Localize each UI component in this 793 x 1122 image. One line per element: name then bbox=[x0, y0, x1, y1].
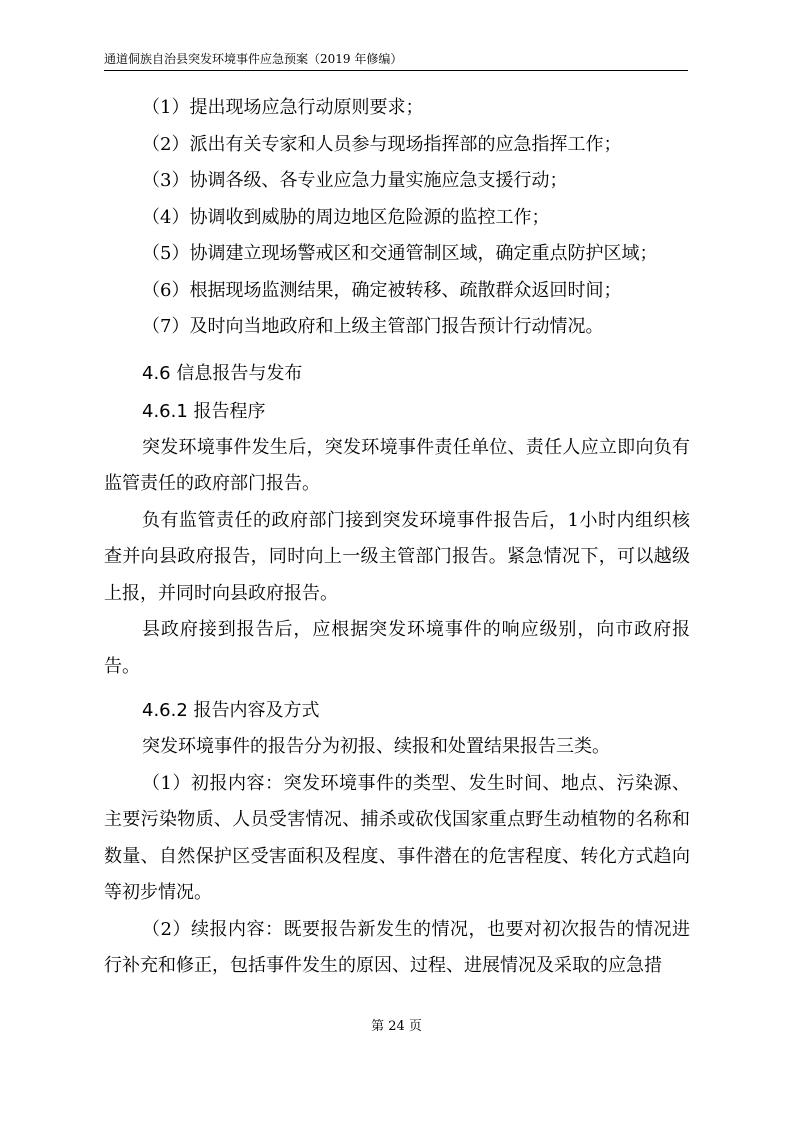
list-item: （4）协调收到威胁的周边地区危险源的监控工作； bbox=[142, 206, 550, 228]
list-item: （5）协调建立现场警戒区和交通管制区域，确定重点防护区域； bbox=[142, 243, 658, 264]
page-number: 第 24 页 bbox=[371, 1019, 422, 1034]
body-paragraph: 县政府接到报告后，应根据突发环境事件的响应级别，向市政府报告。 bbox=[104, 619, 690, 677]
section-heading-4-6: 4.6 信息报告与发布 bbox=[142, 362, 303, 384]
document-body bbox=[104, 90, 690, 985]
list-item: （6）根据现场监测结果，确定被转移、疏散群众返回时间； bbox=[142, 279, 622, 301]
list-item: （2）派出有关专家和人员参与现场指挥部的应急指挥工作； bbox=[142, 133, 622, 155]
list-item: （1）提出现场应急行动原则要求； bbox=[142, 97, 424, 118]
body-paragraph: 负有监管责任的政府部门接到突发环境事件报告后，1小时内组织核查并向县政府报告，同时向上一级主管部门报告。紧急情况下，可以越级上报，并同时向县政府报告。 bbox=[104, 509, 690, 604]
section-heading-4-6-2: 4.6.2 报告内容及方式 bbox=[142, 700, 320, 721]
body-paragraph: （2）续报内容：既要报告新发生的情况，也要对初次报告的情况进行补充和修正，包括事件发生的原因、过程、进展情况及采取的应急措 bbox=[104, 918, 690, 976]
body-paragraph: 突发环境事件发生后，突发环境事件责任单位、责任人应立即向负有监管责任的政府部门报告。 bbox=[104, 436, 690, 494]
running-header: 通道侗族自治县突发环境事件应急预案（2019 年修编） bbox=[104, 52, 403, 66]
section-heading-4-6-1: 4.6.1 报告程序 bbox=[142, 400, 266, 422]
list-item: （3）协调各级、各专业应急力量实施应急支援行动； bbox=[142, 170, 568, 191]
header-divider bbox=[104, 70, 688, 71]
body-paragraph: （1）初报内容：突发环境事件的类型、发生时间、地点、污染源、主要污染物质、人员受害情况、捕杀或砍伐国家重点野生动植物的名称和数量、自然保护区受害面积及程度、事件潜在的危害程度、转化方式趋向等初步情况。 bbox=[104, 772, 690, 903]
body-paragraph: 突发环境事件的报告分为初报、续报和处置结果报告三类。 bbox=[142, 736, 610, 757]
list-item: （7）及时向当地政府和上级主管部门报告预计行动情况。 bbox=[142, 316, 604, 337]
